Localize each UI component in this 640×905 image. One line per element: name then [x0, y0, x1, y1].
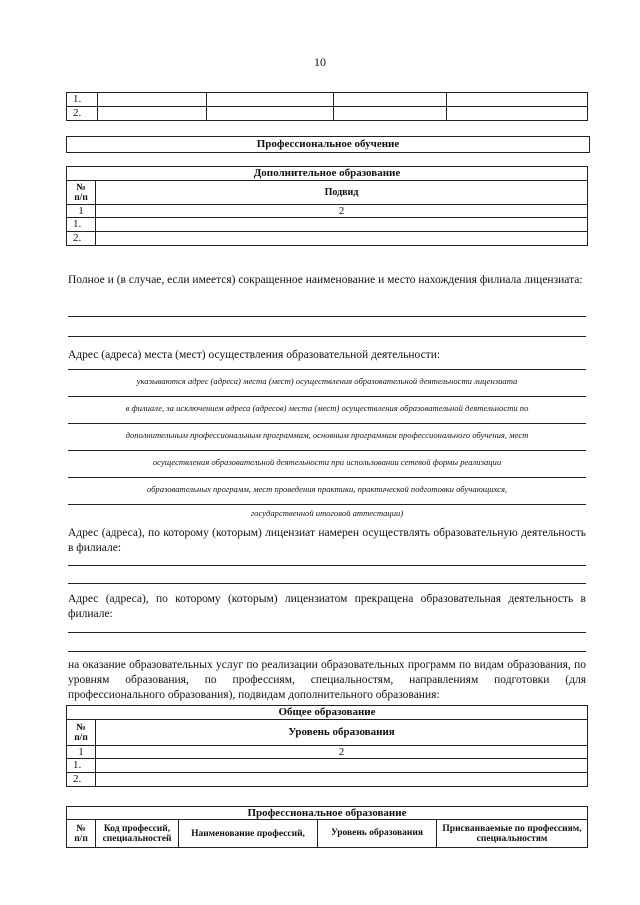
address-note: дополнительным профессиональным программам, основным программам профессионального обучения, мест — [125, 430, 529, 440]
ceased-address-label: Адрес (адреса), по которому (которым) лицензиатом прекращена образовательная деятельность в филиале: — [68, 593, 586, 620]
branch-name-label: Полное и (в случае, если имеется) сокращенное наименование и место нахождения филиала лицензиата: — [68, 274, 583, 286]
fill-line — [68, 369, 586, 370]
general-education-table — [66, 705, 588, 787]
top-continuation-table — [66, 92, 588, 121]
header-level: Уровень образования — [318, 820, 437, 848]
table-row-number: 1. — [67, 759, 96, 773]
fill-line — [68, 504, 586, 505]
professional-education-table — [66, 806, 588, 848]
header-assigned: Присваиваемые по профессиям, специальностям — [437, 820, 588, 848]
table-row-number: 1. — [67, 93, 98, 107]
index-cell: 2 — [96, 205, 588, 218]
prof-training-title: Профессиональное обучение — [66, 136, 590, 153]
fill-line — [68, 477, 586, 478]
fill-line — [68, 316, 586, 317]
fill-line — [68, 651, 586, 652]
fill-line — [68, 396, 586, 397]
index-cell: 1 — [67, 205, 96, 218]
index-cell: 1 — [67, 746, 96, 759]
header-number: № п/п — [67, 820, 96, 848]
fill-line — [68, 450, 586, 451]
address-note: государственной итоговой аттестации) — [250, 508, 404, 518]
table-title: Профессиональное образование — [67, 807, 588, 820]
page-number: 10 — [314, 55, 326, 69]
table-title: Общее образование — [67, 706, 588, 720]
intend-address-label: Адрес (адреса), по которому (которым) лицензиат намерен осуществлять образовательную деятельность в филиале: — [68, 527, 586, 554]
fill-line — [68, 565, 586, 566]
fill-line — [68, 336, 586, 337]
additional-education-table — [66, 166, 588, 246]
header-name: Наименование профессий, — [179, 820, 318, 848]
header-number: № п/п — [67, 181, 96, 205]
header-level: Уровень образования — [96, 720, 588, 746]
services-text: на оказание образовательных услуг по реализации образовательных программ по видам образования, по уровням образования, по профессиям, специальностям, направлениям подготовки (для профессионального образования), подвидам дополнительного образования: — [68, 659, 586, 701]
address-label: Адрес (адреса) места (мест) осуществления образовательной деятельности: — [68, 349, 441, 361]
table-row-number: 1. — [67, 218, 96, 232]
table-row-number: 2. — [67, 232, 96, 246]
header-number: № п/п — [67, 720, 96, 746]
table-title: Дополнительное образование — [67, 167, 588, 181]
header-code: Код профессий, специальностей — [96, 820, 179, 848]
header-subtype: Подвид — [96, 181, 588, 205]
fill-line — [68, 583, 586, 584]
fill-line — [68, 423, 586, 424]
fill-line — [68, 632, 586, 633]
address-note: осуществления образовательной деятельности при использовании сетевой формы реализации — [152, 457, 502, 467]
address-note: в филиале, за исключением адреса (адресов) места (мест) осуществления образовательной деятельности по — [125, 403, 529, 413]
table-row-number: 2. — [67, 773, 96, 787]
address-note: образовательных программ, мест проведения практики, практической подготовки обучающихся, — [146, 484, 508, 494]
address-note: указываются адрес (адреса) места (мест) осуществления образовательной деятельности лицензиата — [136, 376, 518, 386]
index-cell: 2 — [96, 746, 588, 759]
table-row-number: 2. — [67, 107, 98, 121]
